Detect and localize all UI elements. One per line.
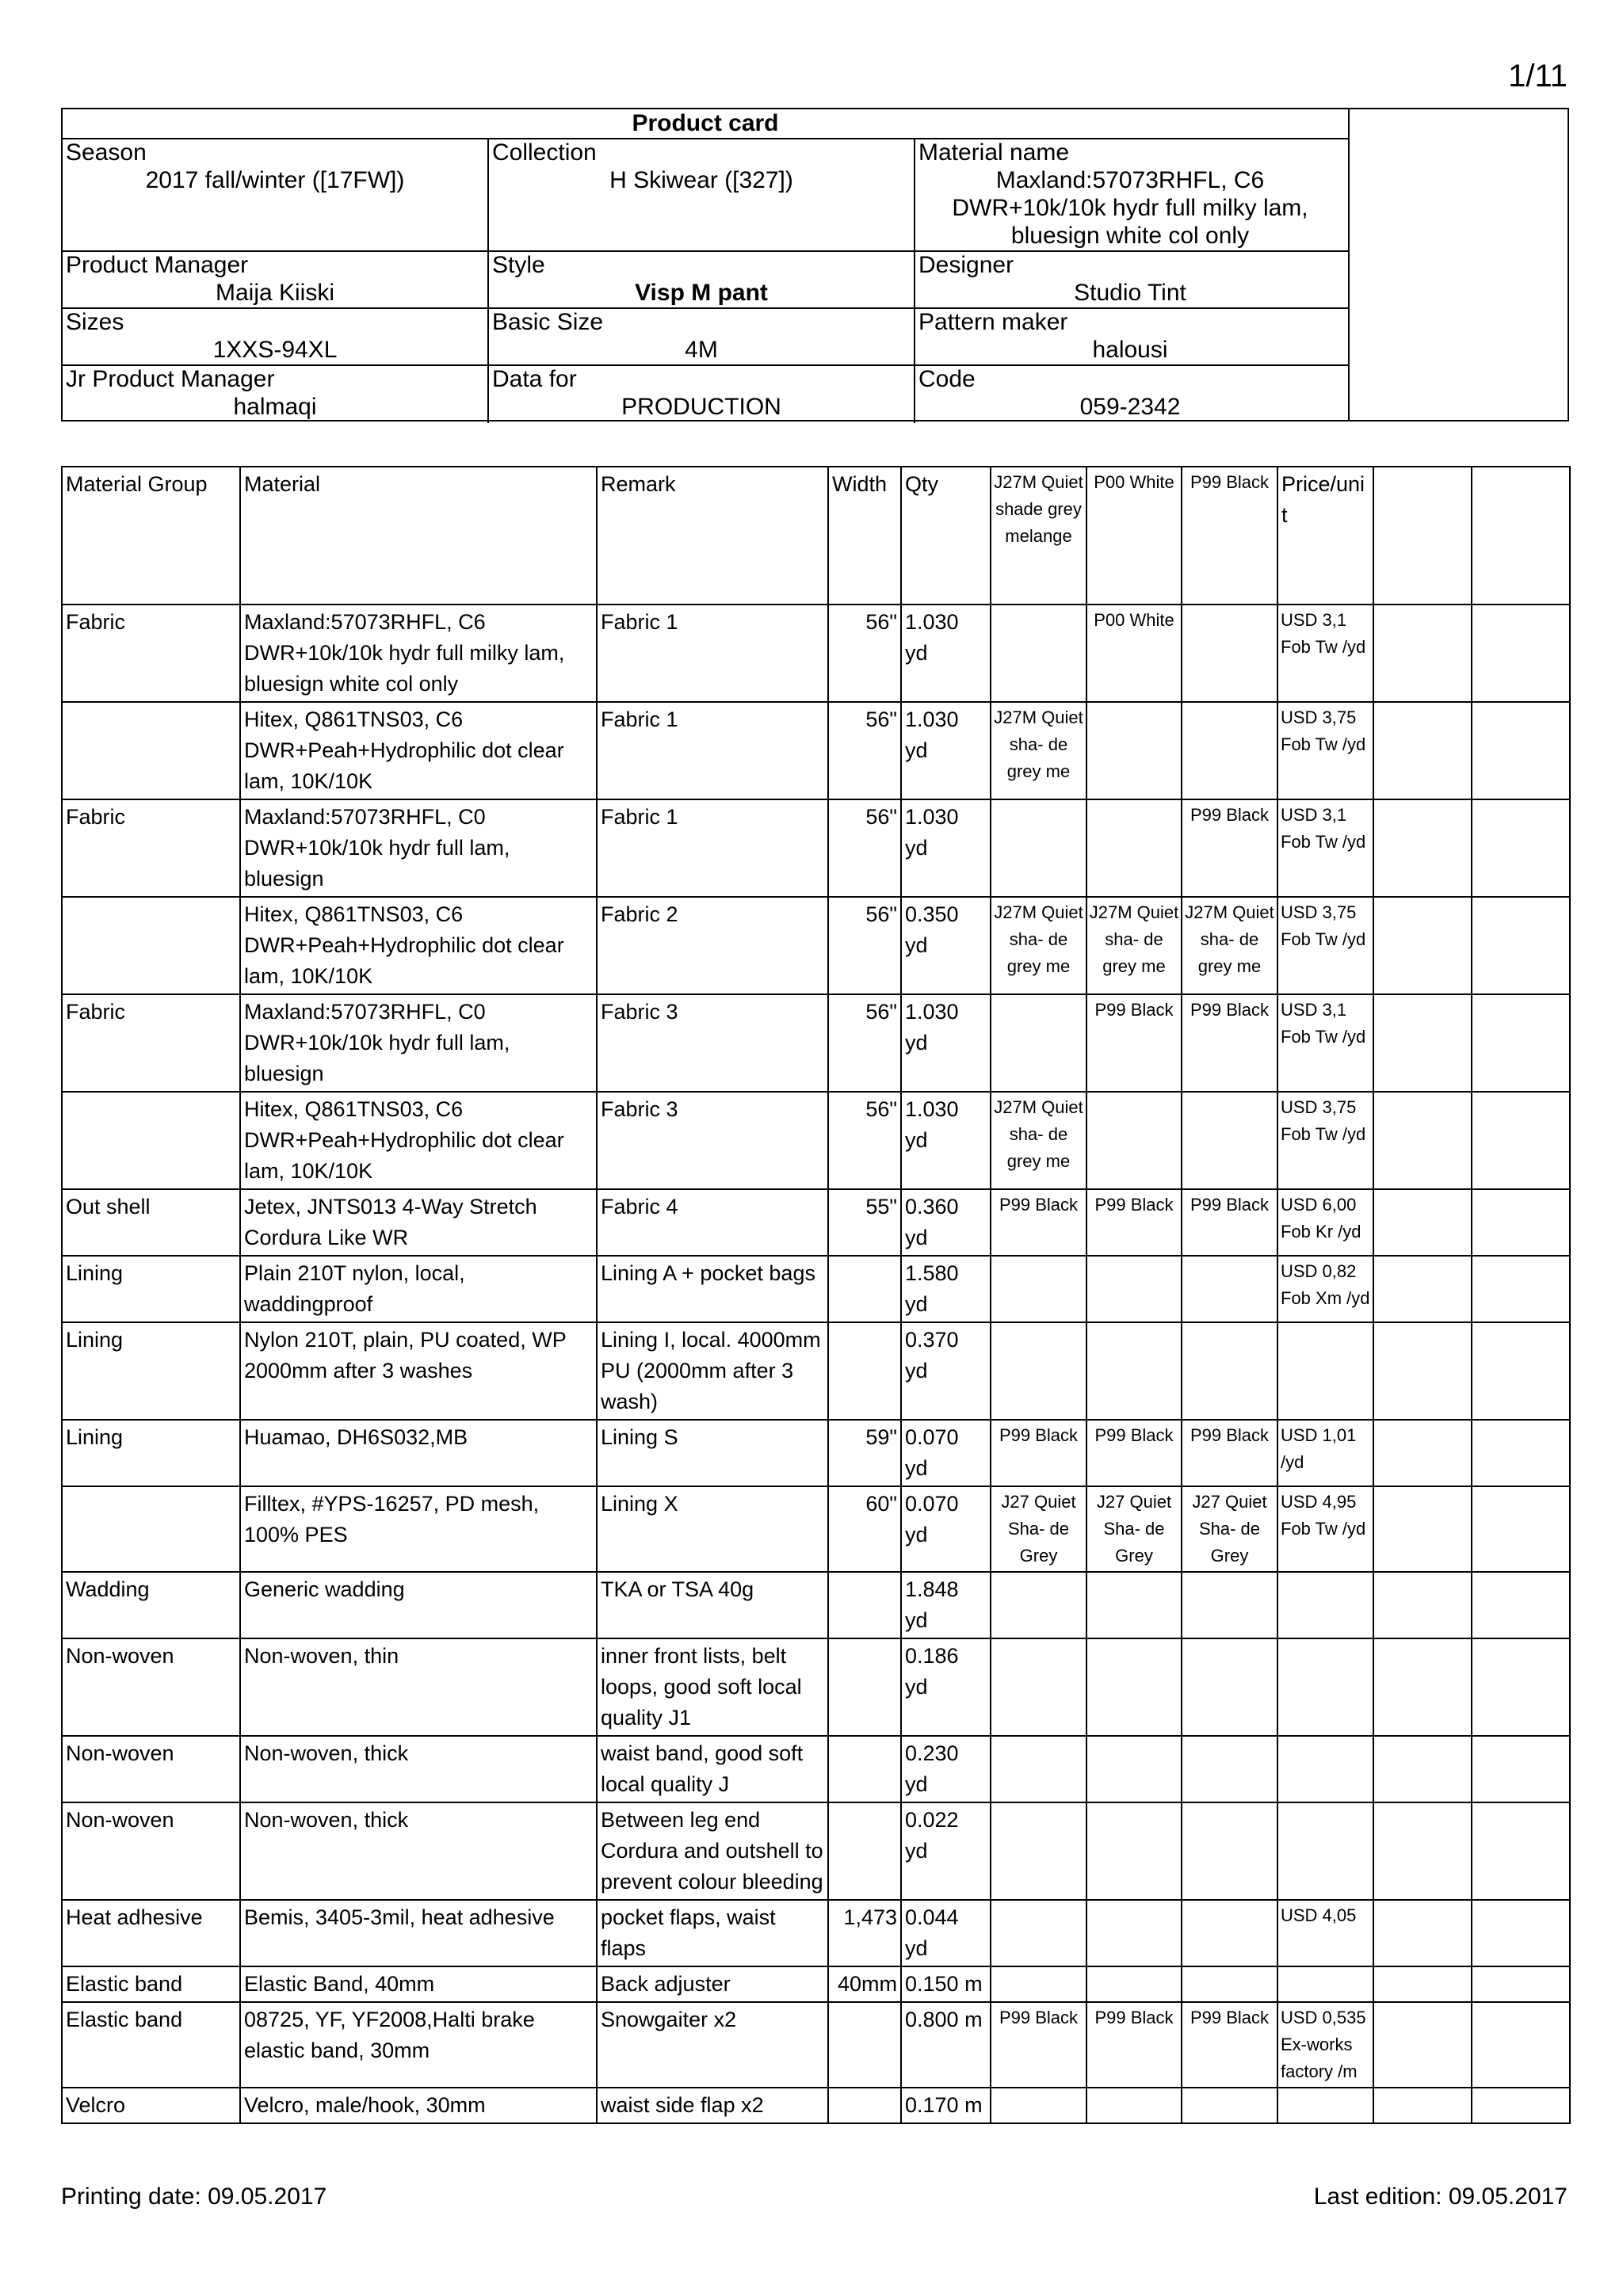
color-p99-cell bbox=[1182, 702, 1277, 799]
price-cell bbox=[1277, 1572, 1373, 1638]
remark-cell: Lining X bbox=[597, 1486, 828, 1572]
color-j27m-cell: P99 Black bbox=[991, 2002, 1086, 2088]
column-header: Remark bbox=[597, 467, 828, 605]
material-cell: Filltex, #YPS-16257, PD mesh, 100% PES bbox=[240, 1486, 597, 1572]
extra-cell bbox=[1373, 1638, 1472, 1736]
pattern-maker-cell bbox=[915, 309, 1345, 364]
extra-cell bbox=[1472, 1189, 1570, 1256]
table-row bbox=[62, 702, 1570, 799]
remark-cell: Lining S bbox=[597, 1420, 828, 1486]
material-group-cell: Non-woven bbox=[62, 1736, 240, 1802]
color-p99-cell: J27 Quiet Sha- de Grey bbox=[1182, 1486, 1277, 1572]
extra-cell bbox=[1472, 1638, 1570, 1736]
color-p99-cell bbox=[1182, 1256, 1277, 1322]
table-row bbox=[62, 1966, 1570, 2002]
price-cell: USD 1,01 /yd bbox=[1277, 1420, 1373, 1486]
extra-cell bbox=[1472, 994, 1570, 1092]
width-cell: 55" bbox=[828, 1189, 901, 1256]
material-cell: 08725, YF, YF2008,Halti brake elastic band, 30mm bbox=[240, 2002, 597, 2088]
qty-cell: 0.230 yd bbox=[901, 1736, 991, 1802]
color-p00-cell bbox=[1086, 799, 1182, 897]
header-row bbox=[63, 309, 1348, 366]
color-p00-cell: P00 White bbox=[1086, 605, 1182, 702]
field-label: Style bbox=[492, 252, 545, 278]
material-name-cell bbox=[915, 139, 1345, 250]
qty-cell: 0.022 yd bbox=[901, 1802, 991, 1900]
color-p99-cell bbox=[1182, 605, 1277, 702]
color-j27m-cell: J27M Quiet sha- de grey me bbox=[991, 702, 1086, 799]
code-value: 059-2342 bbox=[1079, 394, 1181, 420]
style-cell bbox=[489, 252, 915, 307]
qty-cell: 1.030 yd bbox=[901, 702, 991, 799]
material-group-cell: Elastic band bbox=[62, 2002, 240, 2088]
extra-cell bbox=[1373, 1572, 1472, 1638]
column-header: J27M Quiet shade grey melange bbox=[991, 467, 1086, 605]
table-row bbox=[62, 605, 1570, 702]
collection-value: H Skiwear ([327]) bbox=[609, 167, 793, 193]
field-label: Product Manager bbox=[66, 252, 249, 278]
color-j27m-cell bbox=[991, 1802, 1086, 1900]
material-cell: Non-woven, thin bbox=[240, 1638, 597, 1736]
extra-cell bbox=[1373, 897, 1472, 994]
qty-cell: 0.070 yd bbox=[901, 1420, 991, 1486]
price-cell: USD 6,00 Fob Kr /yd bbox=[1277, 1189, 1373, 1256]
color-p99-cell: P99 Black bbox=[1182, 799, 1277, 897]
extra-cell bbox=[1373, 605, 1472, 702]
width-cell bbox=[828, 1256, 901, 1322]
table-row bbox=[62, 1189, 1570, 1256]
qty-cell: 1.580 yd bbox=[901, 1256, 991, 1322]
width-cell: 56" bbox=[828, 897, 901, 994]
width-cell bbox=[828, 1322, 901, 1420]
table-row bbox=[62, 1802, 1570, 1900]
remark-cell: Between leg end Cordura and outshell to prevent colour bleeding bbox=[597, 1802, 828, 1900]
table-row bbox=[62, 1572, 1570, 1638]
table-row bbox=[62, 1900, 1570, 1966]
width-cell: 1,473 bbox=[828, 1900, 901, 1966]
materials-table bbox=[61, 466, 1571, 2124]
material-group-cell bbox=[62, 1486, 240, 1572]
color-p00-cell bbox=[1086, 1572, 1182, 1638]
color-p99-cell: P99 Black bbox=[1182, 1420, 1277, 1486]
remark-cell: inner front lists, belt loops, good soft local quality J1 bbox=[597, 1638, 828, 1736]
qty-cell: 0.070 yd bbox=[901, 1486, 991, 1572]
price-cell: USD 3,1 Fob Tw /yd bbox=[1277, 994, 1373, 1092]
material-group-cell bbox=[62, 1092, 240, 1189]
material-cell: Hitex, Q861TNS03, C6 DWR+Peah+Hydrophilic dot clear lam, 10K/10K bbox=[240, 1092, 597, 1189]
remark-cell: TKA or TSA 40g bbox=[597, 1572, 828, 1638]
color-p00-cell bbox=[1086, 702, 1182, 799]
qty-cell: 0.150 m bbox=[901, 1966, 991, 2002]
collection-cell bbox=[489, 139, 915, 250]
material-cell: Elastic Band, 40mm bbox=[240, 1966, 597, 2002]
material-group-cell: Lining bbox=[62, 1420, 240, 1486]
color-p99-cell bbox=[1182, 1092, 1277, 1189]
remark-cell: Fabric 1 bbox=[597, 702, 828, 799]
width-cell bbox=[828, 1638, 901, 1736]
column-header: Material Group bbox=[62, 467, 240, 605]
designer-cell bbox=[915, 252, 1345, 307]
material-group-cell: Fabric bbox=[62, 994, 240, 1092]
extra-cell bbox=[1472, 1572, 1570, 1638]
field-label: Designer bbox=[918, 252, 1014, 278]
material-cell: Generic wadding bbox=[240, 1572, 597, 1638]
extra-cell bbox=[1373, 1966, 1472, 2002]
remark-cell: Fabric 1 bbox=[597, 605, 828, 702]
product-card-title: Product card bbox=[63, 109, 1348, 139]
last-edition: Last edition: 09.05.2017 bbox=[1313, 2183, 1568, 2210]
field-label: Material name bbox=[918, 139, 1070, 166]
extra-cell bbox=[1373, 2088, 1472, 2123]
price-cell: USD 4,95 Fob Tw /yd bbox=[1277, 1486, 1373, 1572]
color-p00-cell bbox=[1086, 1966, 1182, 2002]
color-p00-cell: P99 Black bbox=[1086, 2002, 1182, 2088]
price-cell: USD 3,75 Fob Tw /yd bbox=[1277, 702, 1373, 799]
color-p99-cell bbox=[1182, 2088, 1277, 2123]
column-header: P99 Black bbox=[1182, 467, 1277, 605]
color-p00-cell bbox=[1086, 1638, 1182, 1736]
color-p00-cell: J27 Quiet Sha- de Grey bbox=[1086, 1486, 1182, 1572]
color-p99-cell bbox=[1182, 1966, 1277, 2002]
header-row bbox=[63, 139, 1348, 252]
basic-size-value: 4M bbox=[685, 337, 718, 363]
qty-cell: 0.370 yd bbox=[901, 1322, 991, 1420]
color-p99-cell bbox=[1182, 1572, 1277, 1638]
color-p00-cell bbox=[1086, 1802, 1182, 1900]
extra-cell bbox=[1472, 1736, 1570, 1802]
width-cell: 56" bbox=[828, 605, 901, 702]
price-cell: USD 0,535 Ex-works factory /m bbox=[1277, 2002, 1373, 2088]
product-manager-cell bbox=[63, 252, 489, 307]
extra-cell bbox=[1472, 1322, 1570, 1420]
width-cell: 56" bbox=[828, 1092, 901, 1189]
extra-cell bbox=[1472, 1420, 1570, 1486]
material-name-value: Maxland:57073RHFL, C6 DWR+10k/10k hydr full milky lam, bluesign white col only bbox=[952, 167, 1308, 249]
table-row bbox=[62, 1420, 1570, 1486]
material-group-cell: Lining bbox=[62, 1322, 240, 1420]
extra-cell bbox=[1373, 1092, 1472, 1189]
material-cell: Nylon 210T, plain, PU coated, WP 2000mm after 3 washes bbox=[240, 1322, 597, 1420]
data-for-value: PRODUCTION bbox=[621, 394, 781, 420]
width-cell: 56" bbox=[828, 799, 901, 897]
material-group-cell: Wadding bbox=[62, 1572, 240, 1638]
material-group-cell: Heat adhesive bbox=[62, 1900, 240, 1966]
remark-cell: Fabric 2 bbox=[597, 897, 828, 994]
qty-cell: 0.360 yd bbox=[901, 1189, 991, 1256]
material-cell: Maxland:57073RHFL, C0 DWR+10k/10k hydr full lam, bluesign bbox=[240, 799, 597, 897]
remark-cell: Lining I, local. 4000mm PU (2000mm after 3 wash) bbox=[597, 1322, 828, 1420]
color-j27m-cell bbox=[991, 1322, 1086, 1420]
color-p00-cell bbox=[1086, 1900, 1182, 1966]
material-cell: Plain 210T nylon, local, waddingproof bbox=[240, 1256, 597, 1322]
remark-cell: pocket flaps, waist flaps bbox=[597, 1900, 828, 1966]
pattern-maker-value: halousi bbox=[1092, 337, 1168, 363]
width-cell bbox=[828, 2088, 901, 2123]
jr-product-manager-value: halmaqi bbox=[233, 394, 317, 420]
extra-cell bbox=[1472, 799, 1570, 897]
material-group-cell: Fabric bbox=[62, 799, 240, 897]
qty-cell: 0.186 yd bbox=[901, 1638, 991, 1736]
field-label: Basic Size bbox=[492, 309, 604, 335]
table-row bbox=[62, 1322, 1570, 1420]
price-cell bbox=[1277, 1322, 1373, 1420]
field-label: Collection bbox=[492, 139, 597, 166]
product-manager-value: Maija Kiiski bbox=[215, 280, 335, 306]
field-label: Season bbox=[66, 139, 147, 166]
color-p99-cell bbox=[1182, 1900, 1277, 1966]
color-j27m-cell: P99 Black bbox=[991, 1420, 1086, 1486]
color-p99-cell bbox=[1182, 1802, 1277, 1900]
color-p00-cell: P99 Black bbox=[1086, 1189, 1182, 1256]
color-j27m-cell: J27M Quiet sha- de grey me bbox=[991, 897, 1086, 994]
width-cell: 40mm bbox=[828, 1966, 901, 2002]
materials-table-body bbox=[62, 605, 1570, 2123]
color-p99-cell bbox=[1182, 1736, 1277, 1802]
product-card-header bbox=[61, 108, 1569, 421]
extra-cell bbox=[1472, 702, 1570, 799]
color-p00-cell bbox=[1086, 1092, 1182, 1189]
width-cell: 60" bbox=[828, 1486, 901, 1572]
price-cell: USD 4,05 bbox=[1277, 1900, 1373, 1966]
color-p99-cell: P99 Black bbox=[1182, 1189, 1277, 1256]
color-j27m-cell: P99 Black bbox=[991, 1189, 1086, 1256]
material-cell: Hitex, Q861TNS03, C6 DWR+Peah+Hydrophilic dot clear lam, 10K/10K bbox=[240, 897, 597, 994]
color-j27m-cell bbox=[991, 1572, 1086, 1638]
price-cell: USD 3,1 Fob Tw /yd bbox=[1277, 605, 1373, 702]
extra-cell bbox=[1373, 1420, 1472, 1486]
remark-cell: Fabric 4 bbox=[597, 1189, 828, 1256]
column-header: Qty bbox=[901, 467, 991, 605]
column-header bbox=[1472, 467, 1570, 605]
basic-size-cell bbox=[489, 309, 915, 364]
material-group-cell: Elastic band bbox=[62, 1966, 240, 2002]
material-group-cell bbox=[62, 702, 240, 799]
table-row bbox=[62, 1736, 1570, 1802]
material-cell: Maxland:57073RHFL, C6 DWR+10k/10k hydr full milky lam, bluesign white col only bbox=[240, 605, 597, 702]
color-p00-cell: J27M Quiet sha- de grey me bbox=[1086, 897, 1182, 994]
price-cell: USD 3,1 Fob Tw /yd bbox=[1277, 799, 1373, 897]
material-cell: Non-woven, thick bbox=[240, 1736, 597, 1802]
color-p00-cell bbox=[1086, 2088, 1182, 2123]
field-label: Code bbox=[918, 366, 976, 392]
extra-cell bbox=[1373, 994, 1472, 1092]
color-p99-cell bbox=[1182, 1322, 1277, 1420]
printing-date: Printing date: 09.05.2017 bbox=[61, 2183, 327, 2210]
material-group-cell: Fabric bbox=[62, 605, 240, 702]
remark-cell: Snowgaiter x2 bbox=[597, 2002, 828, 2088]
sizes-value: 1XXS-94XL bbox=[212, 337, 338, 363]
color-p00-cell: P99 Black bbox=[1086, 1420, 1182, 1486]
color-j27m-cell bbox=[991, 994, 1086, 1092]
extra-cell bbox=[1472, 1802, 1570, 1900]
color-j27m-cell bbox=[991, 605, 1086, 702]
table-row bbox=[62, 799, 1570, 897]
remark-cell: Fabric 3 bbox=[597, 1092, 828, 1189]
color-p00-cell: P99 Black bbox=[1086, 994, 1182, 1092]
qty-cell: 1.848 yd bbox=[901, 1572, 991, 1638]
column-header: Material bbox=[240, 467, 597, 605]
remark-cell: Lining A + pocket bags bbox=[597, 1256, 828, 1322]
jr-product-manager-cell bbox=[63, 366, 489, 423]
table-row bbox=[62, 1486, 1570, 1572]
material-cell: Bemis, 3405-3mil, heat adhesive bbox=[240, 1900, 597, 1966]
season-cell bbox=[63, 139, 489, 250]
color-j27m-cell bbox=[991, 799, 1086, 897]
extra-cell bbox=[1472, 2088, 1570, 2123]
price-cell: USD 3,75 Fob Tw /yd bbox=[1277, 897, 1373, 994]
width-cell: 56" bbox=[828, 994, 901, 1092]
price-cell bbox=[1277, 2088, 1373, 2123]
extra-cell bbox=[1373, 1736, 1472, 1802]
price-cell: USD 3,75 Fob Tw /yd bbox=[1277, 1092, 1373, 1189]
code-cell bbox=[915, 366, 1345, 423]
color-j27m-cell bbox=[991, 2088, 1086, 2123]
table-header-row bbox=[62, 467, 1570, 605]
table-row bbox=[62, 897, 1570, 994]
column-header: Width bbox=[828, 467, 901, 605]
extra-cell bbox=[1373, 1189, 1472, 1256]
material-cell: Velcro, male/hook, 30mm bbox=[240, 2088, 597, 2123]
column-header: P00 White bbox=[1086, 467, 1182, 605]
qty-cell: 1.030 yd bbox=[901, 1092, 991, 1189]
header-row bbox=[63, 366, 1348, 423]
extra-cell bbox=[1472, 1256, 1570, 1322]
material-cell: Hitex, Q861TNS03, C6 DWR+Peah+Hydrophilic dot clear lam, 10K/10K bbox=[240, 702, 597, 799]
remark-cell: waist side flap x2 bbox=[597, 2088, 828, 2123]
column-header bbox=[1373, 467, 1472, 605]
sizes-cell bbox=[63, 309, 489, 364]
price-cell bbox=[1277, 1802, 1373, 1900]
extra-cell bbox=[1373, 1802, 1472, 1900]
width-cell: 56" bbox=[828, 702, 901, 799]
qty-cell: 0.044 yd bbox=[901, 1900, 991, 1966]
table-row bbox=[62, 2088, 1570, 2123]
price-cell bbox=[1277, 1638, 1373, 1736]
extra-cell bbox=[1373, 1322, 1472, 1420]
field-label: Sizes bbox=[66, 309, 124, 335]
page-number: 1/11 bbox=[1508, 59, 1568, 93]
material-cell: Maxland:57073RHFL, C0 DWR+10k/10k hydr full lam, bluesign bbox=[240, 994, 597, 1092]
color-j27m-cell: J27 Quiet Sha- de Grey bbox=[991, 1486, 1086, 1572]
table-row bbox=[62, 2002, 1570, 2088]
price-cell bbox=[1277, 1966, 1373, 2002]
extra-cell bbox=[1472, 2002, 1570, 2088]
qty-cell: 1.030 yd bbox=[901, 799, 991, 897]
qty-cell: 0.350 yd bbox=[901, 897, 991, 994]
color-j27m-cell bbox=[991, 1900, 1086, 1966]
extra-cell bbox=[1472, 1486, 1570, 1572]
material-group-cell: Non-woven bbox=[62, 1638, 240, 1736]
qty-cell: 1.030 yd bbox=[901, 994, 991, 1092]
width-cell bbox=[828, 1802, 901, 1900]
extra-cell bbox=[1373, 1256, 1472, 1322]
extra-cell bbox=[1373, 1486, 1472, 1572]
material-group-cell: Non-woven bbox=[62, 1802, 240, 1900]
qty-cell: 1.030 yd bbox=[901, 605, 991, 702]
extra-cell bbox=[1373, 799, 1472, 897]
color-p00-cell bbox=[1086, 1322, 1182, 1420]
price-cell bbox=[1277, 1736, 1373, 1802]
qty-cell: 0.170 m bbox=[901, 2088, 991, 2123]
width-cell bbox=[828, 1736, 901, 1802]
color-j27m-cell bbox=[991, 1638, 1086, 1736]
field-label: Data for bbox=[492, 366, 577, 392]
material-group-cell: Lining bbox=[62, 1256, 240, 1322]
table-row bbox=[62, 1638, 1570, 1736]
table-row bbox=[62, 994, 1570, 1092]
material-group-cell: Velcro bbox=[62, 2088, 240, 2123]
remark-cell: Back adjuster bbox=[597, 1966, 828, 2002]
extra-cell bbox=[1472, 605, 1570, 702]
color-p00-cell bbox=[1086, 1736, 1182, 1802]
color-j27m-cell: J27M Quiet sha- de grey me bbox=[991, 1092, 1086, 1189]
extra-cell bbox=[1472, 897, 1570, 994]
field-label: Pattern maker bbox=[918, 309, 1068, 335]
remark-cell: waist band, good soft local quality J bbox=[597, 1736, 828, 1802]
extra-cell bbox=[1472, 1092, 1570, 1189]
table-row bbox=[62, 1092, 1570, 1189]
field-label: Jr Product Manager bbox=[66, 366, 275, 392]
color-p00-cell bbox=[1086, 1256, 1182, 1322]
color-j27m-cell bbox=[991, 1966, 1086, 2002]
extra-cell bbox=[1373, 2002, 1472, 2088]
extra-cell bbox=[1373, 1900, 1472, 1966]
qty-cell: 0.800 m bbox=[901, 2002, 991, 2088]
material-group-cell: Out shell bbox=[62, 1189, 240, 1256]
width-cell: 59" bbox=[828, 1420, 901, 1486]
style-value: Visp M pant bbox=[635, 280, 768, 306]
extra-cell bbox=[1373, 702, 1472, 799]
table-row bbox=[62, 1256, 1570, 1322]
column-header: Price/unit bbox=[1277, 467, 1373, 605]
color-p99-cell: P99 Black bbox=[1182, 994, 1277, 1092]
extra-cell bbox=[1472, 1900, 1570, 1966]
price-cell: USD 0,82 Fob Xm /yd bbox=[1277, 1256, 1373, 1322]
color-j27m-cell bbox=[991, 1256, 1086, 1322]
width-cell bbox=[828, 2002, 901, 2088]
season-value: 2017 fall/winter ([17FW]) bbox=[145, 167, 405, 193]
header-row bbox=[63, 252, 1348, 309]
color-j27m-cell bbox=[991, 1736, 1086, 1802]
material-group-cell bbox=[62, 897, 240, 994]
extra-cell bbox=[1472, 1966, 1570, 2002]
data-for-cell bbox=[489, 366, 915, 423]
color-p99-cell bbox=[1182, 1638, 1277, 1736]
color-p99-cell: J27M Quiet sha- de grey me bbox=[1182, 897, 1277, 994]
remark-cell: Fabric 1 bbox=[597, 799, 828, 897]
material-cell: Jetex, JNTS013 4-Way Stretch Cordura Like WR bbox=[240, 1189, 597, 1256]
designer-value: Studio Tint bbox=[1074, 280, 1186, 306]
material-cell: Huamao, DH6S032,MB bbox=[240, 1420, 597, 1486]
remark-cell: Fabric 3 bbox=[597, 994, 828, 1092]
width-cell bbox=[828, 1572, 901, 1638]
material-cell: Non-woven, thick bbox=[240, 1802, 597, 1900]
color-p99-cell: P99 Black bbox=[1182, 2002, 1277, 2088]
